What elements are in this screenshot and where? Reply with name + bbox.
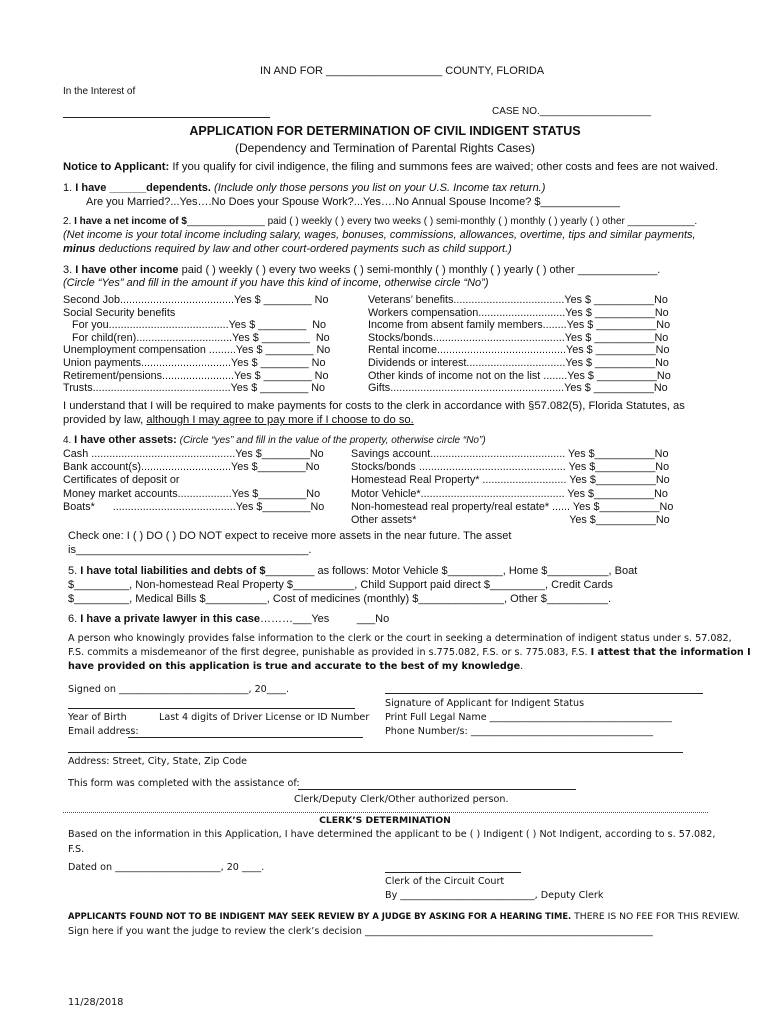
q3-row-ss-for-children[interactable]: For child(ren)................................Yes $ ________ No	[63, 331, 330, 344]
page-subtitle: (Dependency and Termination of Parental Rights Cases)	[235, 141, 535, 155]
q1-dependents[interactable]	[63, 182, 545, 194]
q3-income-right-table	[368, 294, 671, 395]
q2-number: 2.	[63, 216, 75, 227]
q5-liabilities-label: I have total liabilities and debts of $	[80, 565, 266, 577]
form-date: 11/28/2018	[68, 997, 124, 1008]
address-label: Address: Street, City, State, Zip Code	[68, 756, 248, 767]
q3-row-retirement[interactable]: Retirement/pensions........................Yes $ ________ No	[63, 369, 329, 382]
attestation-start: I attest that the information I	[590, 647, 751, 658]
q6-private-lawyer[interactable]	[68, 613, 389, 625]
q4-future-assets-check[interactable]: Check one: I ( ) DO ( ) DO NOT expect to receive more assets in the near future. The asset	[68, 530, 512, 542]
q3-row-second-job[interactable]: Second Job......................................Yes $ ________ No	[63, 294, 329, 306]
q4-row-savings[interactable]: Savings account............................................. Yes $__________No	[351, 448, 669, 460]
clerk-determination-heading: CLERK’S DETERMINATION	[319, 815, 451, 826]
q2-net-income-note: (Net income is your total income including salary, wages, bonuses, commissions, allowances, overtime, tips and similar payments,	[63, 229, 696, 241]
q3-income-left-table	[63, 294, 330, 395]
q3-row-ss-for-you[interactable]: For you........................................Yes $ ________ No	[63, 319, 327, 332]
q3-row-rental[interactable]: Rental income...........................................Yes $ __________No	[368, 344, 670, 357]
q3-other-income-label: I have other income	[75, 264, 179, 276]
attestation-period: .	[520, 661, 524, 672]
case-number-field[interactable]: CASE NO.____________________	[492, 106, 652, 117]
court-county-line: IN AND FOR ___________________ COUNTY, FLORIDA	[260, 65, 545, 77]
q2-net-income-label: I have a net income of $	[74, 216, 187, 227]
interest-of-blank[interactable]	[63, 117, 270, 118]
payment-understanding-line2	[63, 414, 414, 426]
review-notice-bold: APPLICANTS FOUND NOT TO BE INDIGENT MAY SEEK REVIEW BY A JUDGE BY ASKING FOR A HEARING TIME.	[68, 911, 572, 921]
no-fee-note: THERE IS NO FEE FOR THIS REVIEW.	[571, 911, 740, 922]
q2-net-income[interactable]	[63, 216, 697, 227]
q4-instructions: (Circle “yes” and fill in the value of the property, otherwise circle “No”)	[176, 435, 486, 446]
q4-assets-right-table	[351, 448, 673, 527]
q4-row-stocks-bonds[interactable]: Stocks/bonds ................................................. Yes $__________No	[351, 461, 670, 474]
signed-on-date[interactable]: Signed on ___________________________, 20____.	[68, 684, 290, 695]
q4-row-bank-accounts[interactable]: Bank account(s)..............................Yes $________No	[63, 461, 320, 474]
applicant-signature-line[interactable]	[385, 693, 703, 694]
q2-minus-note	[63, 243, 512, 255]
license-last4-label: Last 4 digits of Driver License or ID Number	[159, 712, 370, 723]
q3-row-trusts[interactable]: Trusts..............................................Yes $ ________ No	[63, 382, 326, 395]
q3-other-income[interactable]	[63, 264, 660, 276]
notice-to-applicant	[63, 161, 718, 173]
q3-row-absent-family[interactable]: Income from absent family members........Yes $ __________No	[368, 319, 671, 332]
address-line[interactable]	[68, 752, 683, 753]
q5-line1-rest: ________ as follows: Motor Vehicle $_________, Home $__________, Boat	[265, 565, 638, 577]
q4-row-boats[interactable]: Boats* .........................................Yes $________No	[63, 500, 325, 513]
assistance-label: This form was completed with the assistance of:	[68, 778, 300, 789]
attestation-end: have provided on this application is true and accurate to the best of my knowledge	[68, 661, 521, 672]
email-field[interactable]	[128, 737, 363, 738]
q5-liabilities-line2[interactable]: $_________, Non-homestead Real Property $__________, Child Support paid direct $_________, Credit Cards	[68, 579, 613, 591]
notice-text: If you qualify for civil indigence, the filing and summons fees are waived; other costs and fees are not waived.	[169, 161, 719, 173]
q5-liabilities-line3[interactable]: $_________, Medical Bills $__________, Cost of medicines (monthly) $______________, Other $__________.	[68, 593, 612, 605]
q3-row-workers-comp[interactable]: Workers compensation.............................Yes $ __________No	[368, 306, 669, 319]
notice-label: Notice to Applicant:	[63, 161, 170, 173]
assistance-field[interactable]	[298, 789, 576, 790]
q3-row-dividends[interactable]: Dividends or interest.................................Yes $ __________No	[368, 356, 669, 369]
q4-other-assets	[63, 434, 486, 446]
clerk-determination-line2: F.S.	[68, 844, 85, 855]
q4-row-motor-vehicle[interactable]: Motor Vehicle*................................................ Yes $__________No	[351, 487, 668, 500]
clerk-circuit-court-label: Clerk of the Circuit Court	[385, 876, 505, 887]
judge-review-notice	[68, 911, 740, 922]
q3-row-social-security: Social Security benefits	[63, 306, 176, 319]
clerk-signature-line[interactable]	[385, 872, 521, 873]
year-of-birth-label: Year of Birth	[68, 712, 127, 723]
section-divider	[63, 812, 708, 813]
q4-assets-left-table	[63, 448, 324, 514]
q1-number: 1.	[63, 182, 76, 194]
q3-pay-frequency: paid ( ) weekly ( ) every two weeks ( ) semi-monthly ( ) monthly ( ) yearly ( ) other _____________.	[178, 264, 661, 276]
clerk-person-label: Clerk/Deputy Clerk/Other authorized person.	[294, 794, 509, 805]
q5-liabilities[interactable]	[68, 565, 637, 577]
interest-of-label: In the Interest of	[63, 86, 136, 97]
perjury-misdemeanor: F.S. commits a misdemeanor of the first degree, punishable as provided in s.775.082, F.S. or s. 775.083, F.S.	[68, 647, 591, 658]
q3-row-unemployment[interactable]: Unemployment compensation .........Yes $ ________ No	[63, 344, 331, 357]
provided-by-law: provided by law,	[63, 414, 147, 426]
page-title: APPLICATION FOR DETERMINATION OF CIVIL INDIGENT STATUS	[189, 124, 581, 138]
email-label: Email address:	[68, 726, 139, 737]
q4-row-non-homestead[interactable]: Non-homestead real property/real estate* ...... Yes $__________No	[351, 500, 674, 513]
signature-label: Signature of Applicant for Indigent Status	[385, 698, 585, 709]
birth-license-line[interactable]	[68, 708, 355, 709]
q1-dependents-note: (Include only those persons you list on your U.S. Income tax return.)	[210, 182, 546, 194]
phone-field[interactable]: Phone Number/s: ______________________________________	[385, 726, 654, 737]
q4-other-assets-label: I have other assets:	[74, 434, 177, 446]
q3-number: 3.	[63, 264, 76, 276]
q3-instructions: (Circle “Yes” and fill in the amount if you have this kind of income, otherwise circle “No”)	[63, 277, 489, 289]
perjury-line3	[68, 661, 523, 672]
print-name-field[interactable]: Print Full Legal Name ______________________________________	[385, 712, 672, 723]
q4-number: 4.	[63, 435, 75, 446]
q5-number: 5.	[68, 565, 81, 577]
q4-row-certificates: Certificates of deposit or	[63, 474, 180, 487]
q2-pay-frequency: ______________ paid ( ) weekly ( ) every two weeks ( ) semi-monthly ( ) monthly ( ) yearly ( ) other ____________.	[186, 216, 698, 227]
q6-yes-no: ………___Yes ___No	[260, 613, 390, 625]
q3-row-gifts[interactable]: Gifts..........................................................Yes $ __________No	[368, 382, 668, 395]
perjury-line1: A person who knowingly provides false information to the clerk or the court in seeking a determination of indigent status under s. 57.082,	[68, 633, 732, 644]
q4-asset-description[interactable]: is______________________________________.	[68, 544, 312, 556]
q4-row-other-assets[interactable]: Other assets* Yes $__________No	[351, 514, 670, 527]
q4-row-money-market[interactable]: Money market accounts..................Yes $________No	[63, 487, 321, 500]
q3-row-stocks-bonds[interactable]: Stocks/bonds............................................Yes $ __________No	[368, 331, 669, 344]
q4-row-cash[interactable]: Cash ................................................Yes $________No	[63, 448, 324, 460]
q2-minus-word: minus	[63, 243, 96, 255]
q3-row-union[interactable]: Union payments..............................Yes $ ________ No	[63, 356, 326, 369]
perjury-line2	[68, 647, 751, 658]
q6-number: 6.	[68, 613, 81, 625]
deputy-clerk-field[interactable]: By ____________________________, Deputy Clerk	[385, 890, 604, 901]
clerk-dated-on[interactable]: Dated on ______________________, 20 ____.	[68, 862, 265, 873]
clerk-determination-line1: Based on the information in this Application, I have determined the applicant to be ( ) Indigent ( ) Not Indigent, according to s. 57.082,	[68, 829, 716, 840]
judge-review-signature[interactable]: Sign here if you want the judge to review the clerk’s decision ____________________________________________________________	[68, 926, 653, 937]
q3-row-veterans[interactable]: Veterans’ benefits.....................................Yes $ __________No	[368, 294, 668, 306]
q1-dependents-label: I have ______dependents.	[75, 182, 211, 194]
q6-private-lawyer-label: I have a private lawyer in this case	[80, 613, 260, 625]
payment-understanding-line1: I understand that I will be required to make payments for costs to the clerk in accordance with §57.082(5), Florida Statutes, as	[63, 400, 685, 412]
may-pay-more-note: although I may agree to pay more if I choose to do so.	[146, 414, 414, 426]
q2-minus-rest: deductions required by law and other court-ordered payments such as child support.)	[95, 243, 512, 255]
q4-row-homestead[interactable]: Homestead Real Property* ............................ Yes $__________No	[351, 474, 670, 487]
q1-spouse-questions[interactable]: Are you Married?...Yes….No Does your Spouse Work?...Yes….No Annual Spouse Income? $_____________	[86, 196, 621, 208]
q3-row-other-income[interactable]: Other kinds of income not on the list ........Yes $ __________No	[368, 369, 671, 382]
